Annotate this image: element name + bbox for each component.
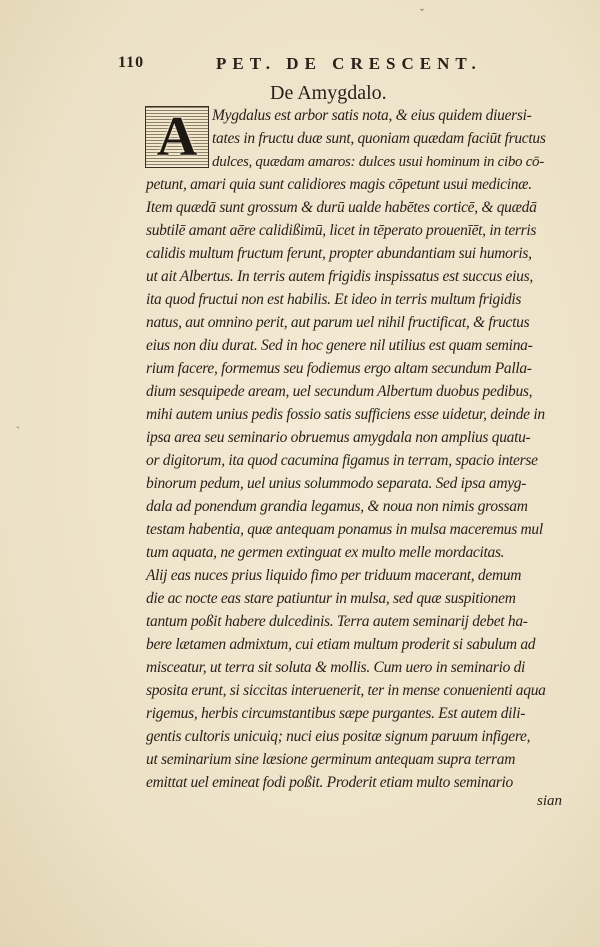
text-line: die ac nocte eas stare patiuntur in mulsa, sed quæ suspitionem — [146, 590, 516, 607]
text-line: mihi autem unius pedis fossio satis sufficiens esse uidetur, deinde in — [146, 406, 545, 423]
text-line: rium facere, formemus seu fodiemus ergo altam secundum Palla- — [146, 360, 532, 377]
text-line: petunt, amari quia sunt calidiores magis cōpetunt usui medicinæ. — [146, 176, 532, 193]
text-line: binorum pedum, uel unius solummodo separata. Sed ipsa amyg- — [146, 475, 527, 492]
text-line: Alij eas nuces prius liquido fimo per triduum macerant, demum — [146, 567, 522, 584]
margin-mark: ˇ — [420, 6, 424, 20]
text-line: tum aquata, ne germen extinguat ex multo melle mordacitas. — [146, 544, 505, 561]
initial-letter: A — [156, 106, 198, 168]
running-title: PET. DE CRESCENT. — [216, 54, 482, 73]
text-line: ipsa area seu seminario obruemus amygdala non amplius quatu- — [146, 429, 531, 446]
text-line: dium sesquipede aream, uel secundum Albertum duobus pedibus, — [146, 383, 533, 400]
text-line: rigemus, herbis circumstantibus sæpe purgantes. Est autem dili- — [146, 705, 526, 722]
text-line: ita quod fructui non est habilis. Et ideo in terris multum frigidis — [146, 291, 522, 308]
text-line: natus, aut omnino perit, aut parum uel nihil fructificat, & fructus — [146, 314, 530, 331]
text-line: testam habentia, quæ antequam ponamus in mulsa maceremus mul — [146, 521, 543, 538]
text-line: dulces, quædam amaros: dulces usui hominum in cibo cō- — [212, 154, 544, 170]
text-line: sposita erunt, si siccitas interuenerit, ter in mense conuenienti aqua — [146, 682, 546, 699]
text-line: or digitorum, ita quod cacumina figamus in terram, spacio interse — [146, 452, 538, 469]
text-line: bere lætamen admixtum, cui etiam multum proderit si sabulum ad — [146, 636, 536, 653]
page-number: 110 — [118, 54, 145, 71]
catchword: sian — [537, 793, 563, 809]
text-line: subtilē amant aēre calidißimū, licet in tēperato prouenīēt, in terris — [146, 222, 537, 239]
text-line: tates in fructu duæ sunt, quoniam quædam faciūt fructus — [212, 130, 546, 147]
text-line: emittat uel emineat fodi poßit. Proderit etiam multo seminario — [146, 774, 513, 791]
text-line: calidis multum fructum ferunt, propter abundantiam sui humoris, — [146, 245, 532, 262]
text-line: dala ad ponendum grandia legamus, & noua non nimis grossam — [146, 498, 528, 515]
text-line: tantum poßit habere dulcedinis. Terra autem seminarij debet ha- — [146, 613, 528, 630]
text-line: ut seminarium sine læsione germinum antequam supra terram — [146, 751, 516, 768]
chapter-title: De Amygdalo. — [270, 82, 387, 104]
text-line: ut ait Albertus. In terris autem frigidis inspissatus est succus eius, — [146, 268, 533, 285]
margin-mark: ˋ — [16, 424, 20, 438]
text-line: misceatur, ut terra sit soluta & mollis. Cum uero in seminario di — [146, 659, 526, 676]
text-line: Item quædā sunt grossum & durū ualde habētes corticē, & quædā — [146, 199, 537, 216]
text-line: eius non diu durat. Sed in hoc genere nil utilius est quam semina- — [146, 337, 533, 354]
text-line: gentis cultoris unicuiq; nuci eius positæ signum paruum infigere, — [146, 728, 531, 745]
text-line: Mygdalus est arbor satis nota, & eius quidem diuersi- — [212, 107, 532, 124]
